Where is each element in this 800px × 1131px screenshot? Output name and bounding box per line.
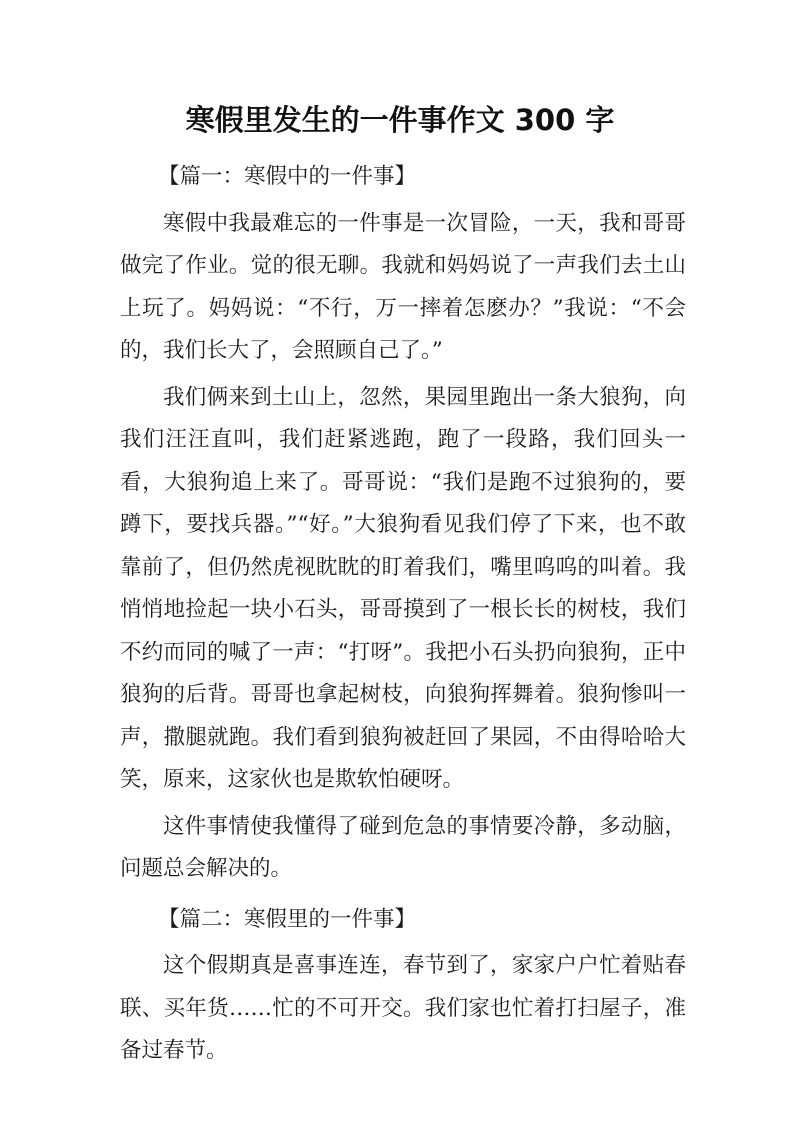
paragraph: 这件事情使我懂得了碰到危急的事情要冷静，多动脑，问题总会解决的。 [120,813,686,881]
document-body [120,152,686,1073]
section-heading-1: 【篇一：寒假中的一件事】 [158,164,417,189]
paragraph: 这个假期真是喜事连连，春节到了，家家户户忙着贴春联、买年货……忙的不可开交。我们家也忙着打扫屋子，准备过春节。 [120,953,686,1063]
paragraph: 我们俩来到土山上，忽然，果园里跑出一条大狼狗，向我们汪汪直叫，我们赶紧逃跑，跑了一段路，我们回头一看，大狼狗追上来了。哥哥说：“我们是跑不过狼狗的，要蹲下，要找兵器。”“好。”大狼狗看见我们停了下来，也不敢靠前了，但仍然虎视眈眈的盯着我们，嘴里呜呜的叫着。我悄悄地捡起一块小石头，哥哥摸到了一根长长的树枝，我们不约而同的喊了一声：“打呀”。我把小石头扔向狼狗，正中狼狗的后背。哥哥也拿起树枝，向狼狗挥舞着。狼狗惨叫一声，撒腿就跑。我们看到狼狗被赶回了果园，不由得哈哈大笑，原来，这家伙也是欺软怕硬呀。 [120,384,686,792]
document-title: 寒假里发生的一件事作文 300 字 [185,103,615,137]
section-heading-2: 【篇二：寒假里的一件事】 [158,906,417,932]
paragraph: 寒假中我最难忘的一件事是一次冒险，一天，我和哥哥做完了作业。觉的很无聊。我就和妈妈说了一声我们去土山上玩了。妈妈说：“不行，万一摔着怎麽办？”我说：“不会的，我们长大了，会照顾自己了。” [120,210,686,363]
